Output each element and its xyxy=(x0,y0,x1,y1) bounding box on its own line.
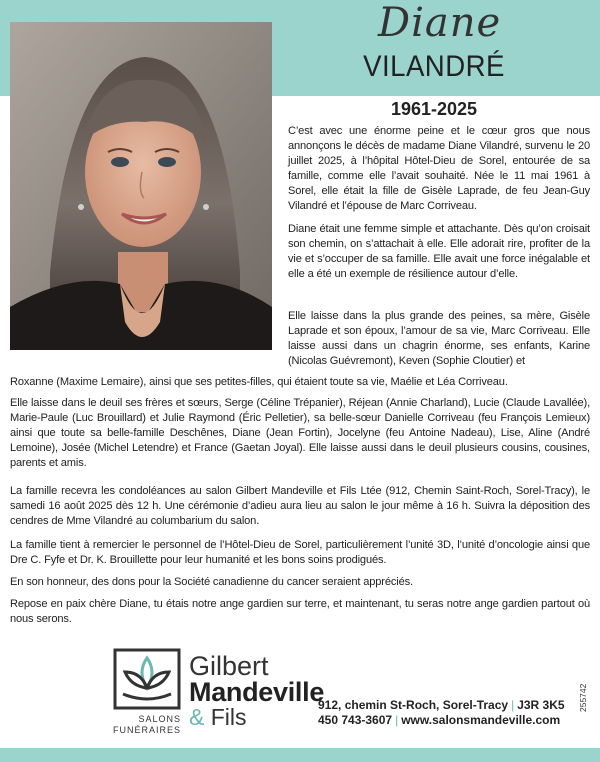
lotus-logo-icon xyxy=(113,648,181,710)
salons-label: SALONS xyxy=(138,714,181,724)
paragraph-announcement: C’est avec une énorme peine et le cœur gros que nous annonçons le décès de madame Diane Vilandré, survenu le 20 juillet 2025, à l’hôpital Hôtel-Dieu de Sorel, entourée de sa famille, comme elle l’avait souhaité. Née le 11 mai 1961 à Sorel, elle était la fille de Gisèle Laprade, de feu Jean-Guy Vilandré et l’épouse de Marc Corriveau. xyxy=(288,125,590,212)
paragraph-condolences: La famille recevra les condoléances au salon Gilbert Mandeville et Fils Ltée (912, Chemin Saint-Roch, Sorel-Tracy), le samedi 16 août 2025 dès 12 h. Une cérémonie d’adieu aura lieu au salon le jour même à 16 h. Suivra la déposition des cendres de Mme Vilandré au columbarium du salon. xyxy=(10,485,590,527)
brand-ampersand: & xyxy=(189,704,205,730)
bottom-color-band xyxy=(0,748,600,762)
paragraph-siblings: Elle laisse dans le deuil ses frères et sœurs, Serge (Céline Trépanier), Réjean (Annie Charland), Lucie (Claude Lavallée), Marie-Paule (Luc Brouillard) et Julie Raymond (Éric Pelletier), sa belle-sœur Danielle Corriveau (feu François Lemieux) ainsi que toute sa belle-famille Deschênes, Diane (Jean Fortin), Jocelyne (feu Antoine Nadeau), Lise, Aline (André Lemoine), Josée (Michel Letendre) et France (Gaetan Joyal). Elle laisse aussi dans le deuil plusieurs cousins, cousines, parents et amis. xyxy=(10,397,590,469)
paragraph-farewell: Repose en paix chère Diane, tu étais notre ange gardien sur terre, et maintenant, tu seras notre ange gardien partout où nous serons. xyxy=(10,598,590,625)
brand-name-fils xyxy=(189,704,247,731)
salons-funeraires-label xyxy=(113,714,181,736)
postal-code: J3R 3K5 xyxy=(517,698,565,712)
paragraph-thanks: La famille tient à remercier le personnel de l’Hôtel-Dieu de Sorel, particulièrement l’unité 3D, l’unité d’oncologie ainsi que Dre C. Fyfe et Dr. K. Brouillette pour leur humanité et les bons soins prodigués. xyxy=(10,539,590,566)
address-text: 912, chemin St-Roch, Sorel-Tracy xyxy=(318,698,509,712)
phone-number: 450 743-3607 xyxy=(318,713,393,727)
life-years: 1961-2025 xyxy=(390,99,478,119)
reference-number: 255742 xyxy=(578,683,588,712)
funeraires-label: FUNÉRAIRES xyxy=(113,725,182,735)
brand-name-gilbert: Gilbert xyxy=(189,651,269,681)
brand-fils-text: Fils xyxy=(210,704,247,730)
paragraph-donations: En son honneur, des dons pour la Société canadienne du cancer seraient appréciés. xyxy=(10,576,413,588)
portrait-photo xyxy=(10,22,272,350)
paragraph-family-continued: Roxanne (Maxime Lemaire), ainsi que ses petites-filles, qui étaient toute sa vie, Maélie et Léa Corriveau. xyxy=(10,376,508,388)
deceased-last-name: VILANDRÉ xyxy=(363,50,505,83)
paragraph-family: Elle laisse dans la plus grande des peines, sa mère, Gisèle Laprade et son époux, l’amour de sa vie, Marc Corriveau. Elle laisse aussi dans un chagrin énorme, ses enfants, Karine (Nicolas Guévremont), Keven (Sophie Cloutier) et xyxy=(288,310,590,367)
brand-name-mandeville: Mandeville xyxy=(189,677,325,707)
paragraph-character: Diane était une femme simple et attachante. Dès qu’on croisait son chemin, on s’attachait à elle. Elle adorait rire, profiter de la vie et s’occuper de sa famille. Elle avait une force inégalable et elle a été un exemple de résilience autour d’elle. xyxy=(288,223,590,280)
contact-address-line: 912, chemin St-Roch, Sorel-Tracy | J3R 3K5 xyxy=(318,698,565,712)
deceased-first-name: Diane xyxy=(378,0,502,46)
contact-phone-line: 450 743-3607 | www.salonsmandeville.com xyxy=(318,713,561,727)
website-link[interactable]: www.salonsmandeville.com xyxy=(401,713,561,727)
